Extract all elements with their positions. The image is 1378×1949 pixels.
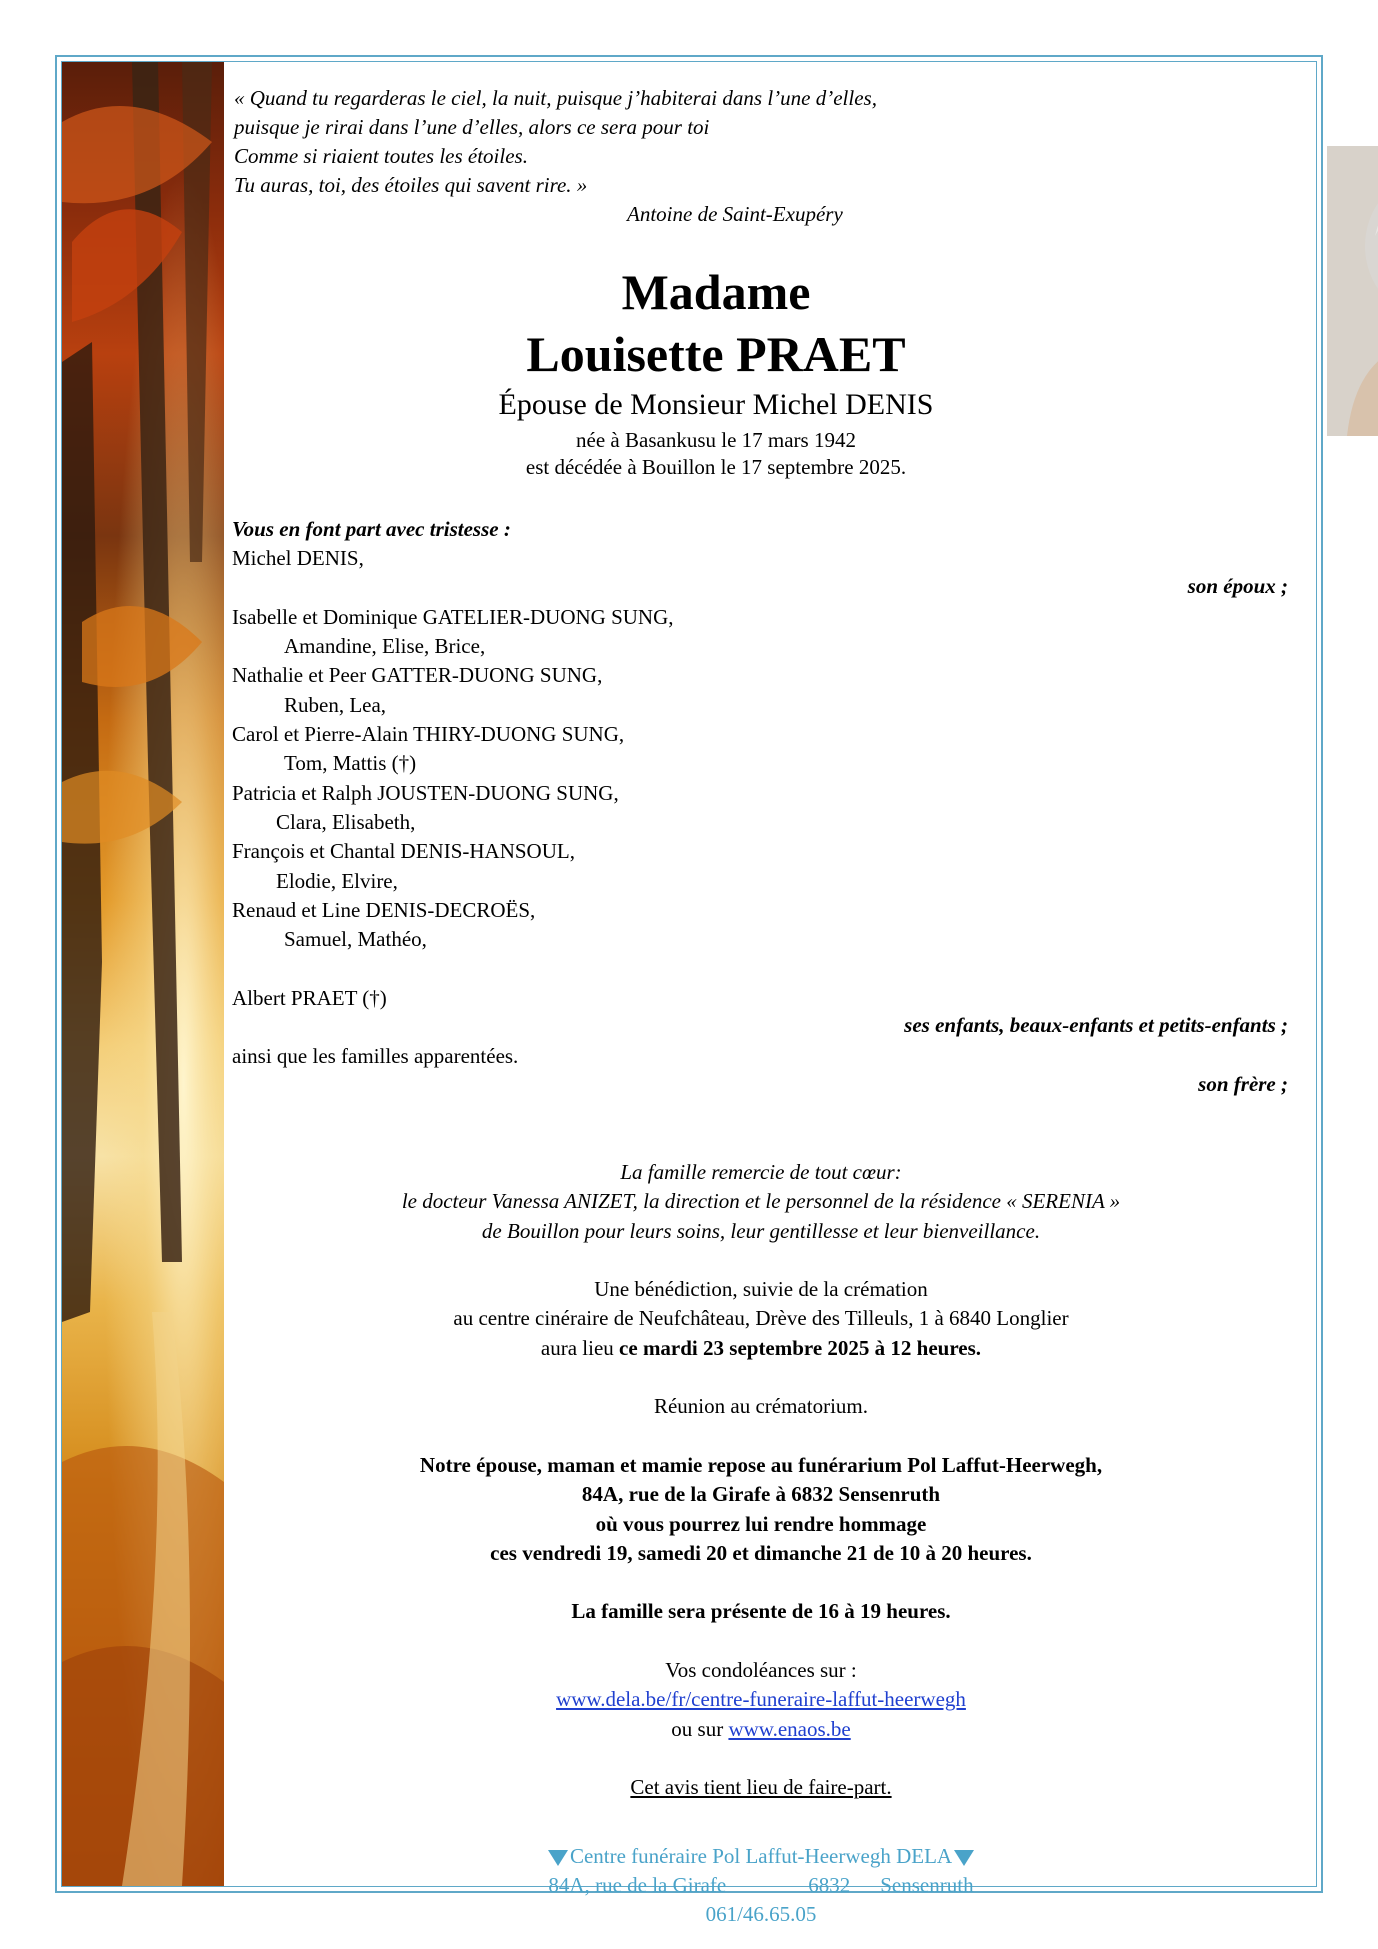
child-family-parents: Carol et Pierre-Alain THIRY-DUONG SUNG, (232, 722, 625, 747)
triangle-down-icon (954, 1850, 974, 1866)
other-families: ainsi que les familles apparentées. (232, 1044, 519, 1069)
portrait-illustration (1327, 146, 1378, 436)
birth-line: née à Basankusu le 17 mars 1942 (576, 428, 856, 452)
family-block (232, 515, 674, 1072)
visitation-line: 84A, rue de la Girafe à 6832 Sensenruth (581, 1482, 941, 1507)
child-family-parents: Patricia et Ralph JOUSTEN-DUONG SUNG, (232, 780, 619, 805)
deceased-title: Madame (621, 264, 811, 320)
quote-line: Tu auras, toi, des étoiles qui savent rire. » (234, 173, 588, 197)
child-family-kids: Amandine, Elise, Brice, (284, 634, 486, 659)
child-family-kids: Clara, Elisabeth, (276, 809, 416, 834)
funeral-home-name: Centre funéraire Pol Laffut-Heerwegh DELA (569, 1844, 953, 1868)
funeral-home-street: 84A, rue de la Girafe (548, 1873, 727, 1897)
quote-line: Comme si riaient toutes les étoiles. (234, 144, 528, 168)
child-family-kids: Ruben, Lea, (284, 692, 387, 717)
family-presence-line: La famille sera présente de 16 à 19 heures. (571, 1599, 951, 1623)
family-intro: Vous en font part avec tristesse : (232, 517, 511, 541)
ceremony-line: au centre cinéraire de Neufchâteau, Drève des Tilleuls, 1 à 6840 Longlier (453, 1306, 1069, 1331)
child-family-kids: Samuel, Mathéo, (284, 927, 427, 952)
child-family-kids: Tom, Mattis (†) (284, 751, 417, 776)
deceased-name: Louisette PRAET (526, 326, 906, 382)
child-family-parents: Nathalie et Peer GATTER-DUONG SUNG, (232, 663, 603, 688)
dela-link[interactable]: www.dela.be/fr/centre-funeraire-laffut-heerwegh (556, 1687, 966, 1712)
child-family-parents: Isabelle et Dominique GATELIER-DUONG SUNG, (232, 604, 674, 629)
husband-role: son époux ; (1187, 574, 1288, 598)
death-line: est décédée à Bouillon le 17 septembre 2025. (525, 455, 907, 479)
ceremony-line: Une bénédiction, suivie de la crémation (594, 1277, 928, 1301)
children-role: ses enfants, beaux-enfants et petits-enfants ; (904, 1013, 1288, 1037)
ceremony-block (222, 1275, 1300, 1363)
visitation-line: ces vendredi 19, samedi 20 et dimanche 21 de 10 à 20 heures. (490, 1540, 1032, 1565)
quote-block (234, 84, 877, 200)
spouse-line: Épouse de Monsieur Michel DENIS (498, 388, 934, 421)
faire-part-notice: Cet avis tient lieu de faire-part. (630, 1775, 892, 1799)
triangle-down-icon (548, 1850, 568, 1866)
funeral-home-phone: 061/46.65.05 (705, 1902, 817, 1926)
visitation-line: où vous pourrez lui rendre hommage (595, 1511, 927, 1536)
reunion-line: Réunion au crématorium. (653, 1394, 869, 1418)
enaos-link[interactable]: www.enaos.be (728, 1716, 851, 1741)
thanks-line: le docteur Vanessa ANIZET, la direction et le personnel de la résidence « SERENIA » (401, 1189, 1121, 1214)
child-family-kids: Elodie, Elvire, (276, 868, 398, 893)
thanks-block (222, 1158, 1300, 1246)
quote-author: Antoine de Saint-Exupéry (627, 202, 843, 226)
birth-death-block (177, 427, 1255, 481)
quote-line: « Quand tu regarderas le ciel, la nuit, puisque j’habiterai dans l’une d’elles, (234, 86, 877, 110)
visitation-block (222, 1451, 1300, 1568)
child-family-parents: Renaud et Line DENIS-DECROËS, (232, 897, 536, 922)
funeral-home-name-line (222, 1842, 1300, 1871)
funeral-home-address (222, 1871, 1300, 1900)
visitation-line: Notre épouse, maman et mamie repose au funérarium Pol Laffut-Heerwegh, (419, 1453, 1103, 1477)
obituary-content (232, 62, 1310, 1926)
funeral-home-city: Sensenruth (880, 1873, 974, 1897)
child-family-parents: François et Chantal DENIS-HANSOUL, (232, 839, 575, 864)
ceremony-date-line (222, 1334, 1300, 1363)
ceremony-date-prefix: aura lieu (540, 1335, 620, 1360)
brother-role: son frère ; (1198, 1072, 1288, 1096)
condolences-block (222, 1656, 1300, 1744)
condolences-intro: Vos condoléances sur : (665, 1658, 857, 1682)
funeral-home-zip: 6832 (808, 1873, 851, 1897)
thanks-line: de Bouillon pour leurs soins, leur gentillesse et leur bienveillance. (481, 1218, 1041, 1243)
funeral-home-footer (222, 1842, 1300, 1929)
thanks-line: La famille remercie de tout cœur: (620, 1160, 902, 1184)
husband-name: Michel DENIS, (232, 546, 364, 571)
brother-name: Albert PRAET (†) (232, 985, 387, 1010)
quote-line: puisque je rirai dans l’une d’elles, alors ce sera pour toi (234, 115, 710, 139)
condolences-or: ou sur (671, 1716, 729, 1741)
ceremony-date: ce mardi 23 septembre 2025 à 12 heures. (619, 1335, 982, 1360)
portrait-photo (1327, 146, 1378, 436)
